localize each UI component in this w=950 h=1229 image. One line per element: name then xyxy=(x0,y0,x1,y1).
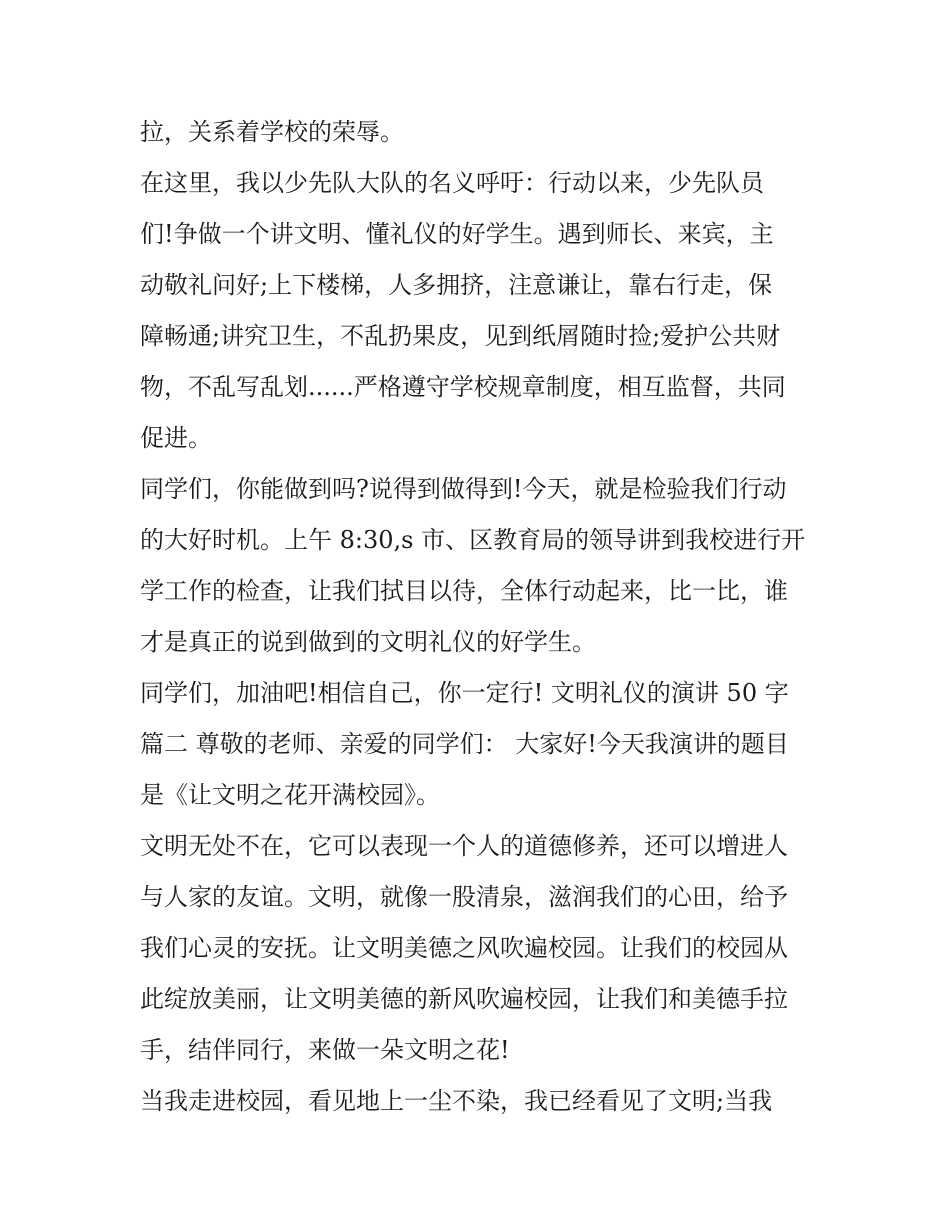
text-line: 当我走进校园，看见地上一尘不染，我已经看见了文明;当我 xyxy=(140,1087,773,1115)
text-line: 物，不乱写乱划......严格遵守学校规章制度，相互监督，共同 xyxy=(140,373,786,401)
text-line: 手，结伴同行，来做一朵文明之花! xyxy=(140,1036,510,1064)
text-line: 与人家的友谊。文明，就像一股清泉，滋润我们的心田，给予 xyxy=(140,883,788,911)
text-line: 此绽放美丽，让文明美德的新风吹遍校园，让我们和美德手拉 xyxy=(140,985,788,1013)
text-line: 同学们，你能做到吗?说得到做得到!今天，就是检验我们行动 xyxy=(140,475,787,503)
text-line: 文明无处不在，它可以表现一个人的道德修养，还可以增进人 xyxy=(140,832,788,860)
text-line: 同学们，加油吧!相信自己，你一定行! 文明礼仪的演讲 50 字 xyxy=(140,679,789,707)
text-line: 们!争做一个讲文明、懂礼仪的好学生。遇到师长、来宾，主 xyxy=(140,220,774,248)
speech-text-block xyxy=(140,107,820,1127)
text-line: 动敬礼问好;上下楼梯，人多拥挤，注意谦让，靠右行走，保 xyxy=(140,271,773,299)
text-line: 的大好时机。上午 8:30,s 市、区教育局的领导讲到我校进行开 xyxy=(140,526,806,554)
text-line: 拉，关系着学校的荣辱。 xyxy=(140,118,404,146)
text-line: 我们心灵的安抚。让文明美德之风吹遍校园。让我们的校园从 xyxy=(140,934,788,962)
text-line: 学工作的检查，让我们拭目以待，全体行动起来，比一比，谁 xyxy=(140,577,788,605)
text-line: 促进。 xyxy=(140,424,212,452)
text-line: 在这里，我以少先队大队的名义呼吁：行动以来，少先队员 xyxy=(140,169,764,197)
text-line: 障畅通;讲究卫生，不乱扔果皮，见到纸屑随时捡;爱护公共财 xyxy=(140,322,781,350)
text-line: 是《让文明之花开满校园》。 xyxy=(140,781,440,809)
text-line: 才是真正的说到做到的文明礼仪的好学生。 xyxy=(140,628,596,656)
text-line: 篇二 尊敬的老师、亲爱的同学们： 大家好!今天我演讲的题目 xyxy=(140,730,789,758)
